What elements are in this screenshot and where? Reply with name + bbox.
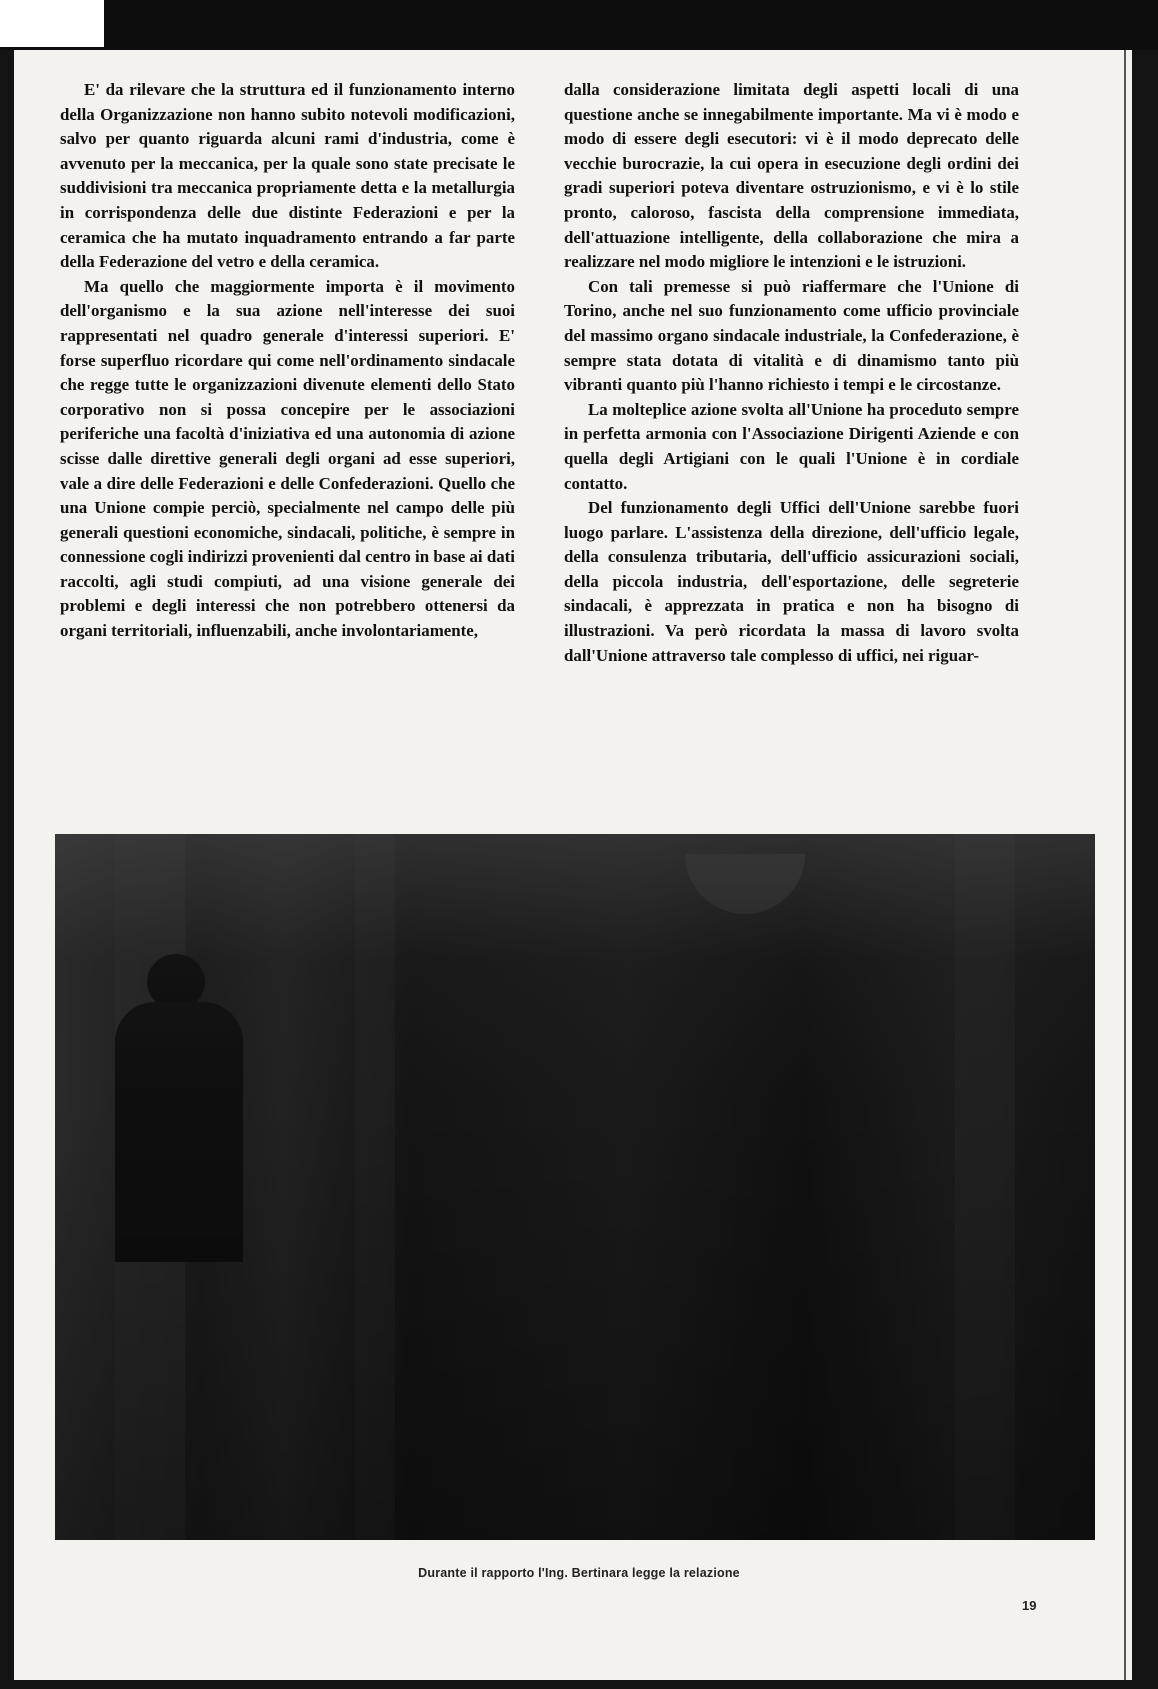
article-left-column [60, 78, 515, 644]
scan-frame-notch [0, 0, 104, 47]
paragraph: dalla considerazione limitata degli aspetti locali di una questione anche se innegabilmente importante. Ma vi è modo e modo di essere degli esecutori: vi è il modo deprecato delle vecchie burocrazie, la cui opera in esecuzione degli ordini dei gradi superiori poteva diventare ostruzionismo, e vi è lo stile pronto, caloroso, fascista della comprensione immediata, dell'attuazione intelligente, della collaborazione che mira a realizzare nel modo migliore le intenzioni e le istruzioni. [564, 80, 1019, 272]
paragraph: E' da rilevare che la struttura ed il funzionamento interno della Organizzazione non hanno subito notevoli modificazioni, salvo per quanto riguarda alcuni rami d'industria, come è avvenuto per la meccanica, per la quale sono state precisate le suddivisioni tra meccanica propriamente detta e la metallurgia in corrispondenza delle due distinte Federazioni e per la ceramica che ha mutato inquadramento entrando a far parte della Federazione del vetro e della ceramica. [60, 80, 515, 272]
scan-frame-bottom [0, 1680, 1158, 1689]
scan-frame-top [0, 0, 1158, 50]
scan-frame-right [1132, 50, 1158, 1680]
dark-photograph [55, 834, 1095, 1540]
paragraph: Con tali premesse si può riaffermare che l'Unione di Torino, anche nel suo funzionamento come ufficio provinciale del massimo organo sindacale industriale, la Confederazione, è sempre stata dotata di vitalità e di dinamismo tanto più vibranti quanto più l'hanno richiesto i tempi e le circostanze. [564, 276, 1019, 395]
scan-frame-left [0, 50, 14, 1680]
article-right-column [564, 78, 1019, 668]
page-number: 19 [1022, 1598, 1037, 1613]
paragraph: Ma quello che maggiormente importa è il movimento dell'organismo e la sua azione nell'interesse dei suoi rappresentati nel quadro generale d'interessi superiori. E' forse superfluo ricordare qui come nell'ordinamento sindacale che regge tutte le organizzazioni divenute elementi dello Stato corporativo non si possa concepire per le associazioni periferiche una facoltà d'iniziativa ed una autonomia di azione scisse dalle direttive generali degli organi ad esse superiori, vale a dire delle Federazioni e delle Confederazioni. Quello che una Unione compie perciò, specialmente nel campo delle più generali questioni economiche, sindacali, politiche, è sempre in connessione cogli indirizzi provenienti dal centro in base ai dati raccolti, agli studi compiuti, ad una visione generale dei problemi e degli interessi che non potrebbero ottenersi da organi territoriali, influenzabili, anche involontariamente, [60, 276, 515, 641]
scan-frame-edge-line [1124, 50, 1126, 1680]
photo-caption: Durante il rapporto l'Ing. Bertinara legge la relazione [418, 1566, 740, 1580]
paragraph: La molteplice azione svolta all'Unione ha proceduto sempre in perfetta armonia con l'Associazione Dirigenti Aziende e con quella degli Artigiani con le quali l'Unione è in cordiale contatto. [564, 399, 1019, 493]
paragraph: Del funzionamento degli Uffici dell'Unione sarebbe fuori luogo parlare. L'assistenza della direzione, dell'ufficio legale, della consulenza tributaria, dell'ufficio assicurazioni sociali, della piccola industria, dell'esportazione, delle segreterie sindacali, è apprezzata in pratica e non ha bisogno di illustrazioni. Va però ricordata la massa di lavoro svolta dall'Unione attraverso tale complesso di uffici, nei riguar- [564, 498, 1019, 665]
